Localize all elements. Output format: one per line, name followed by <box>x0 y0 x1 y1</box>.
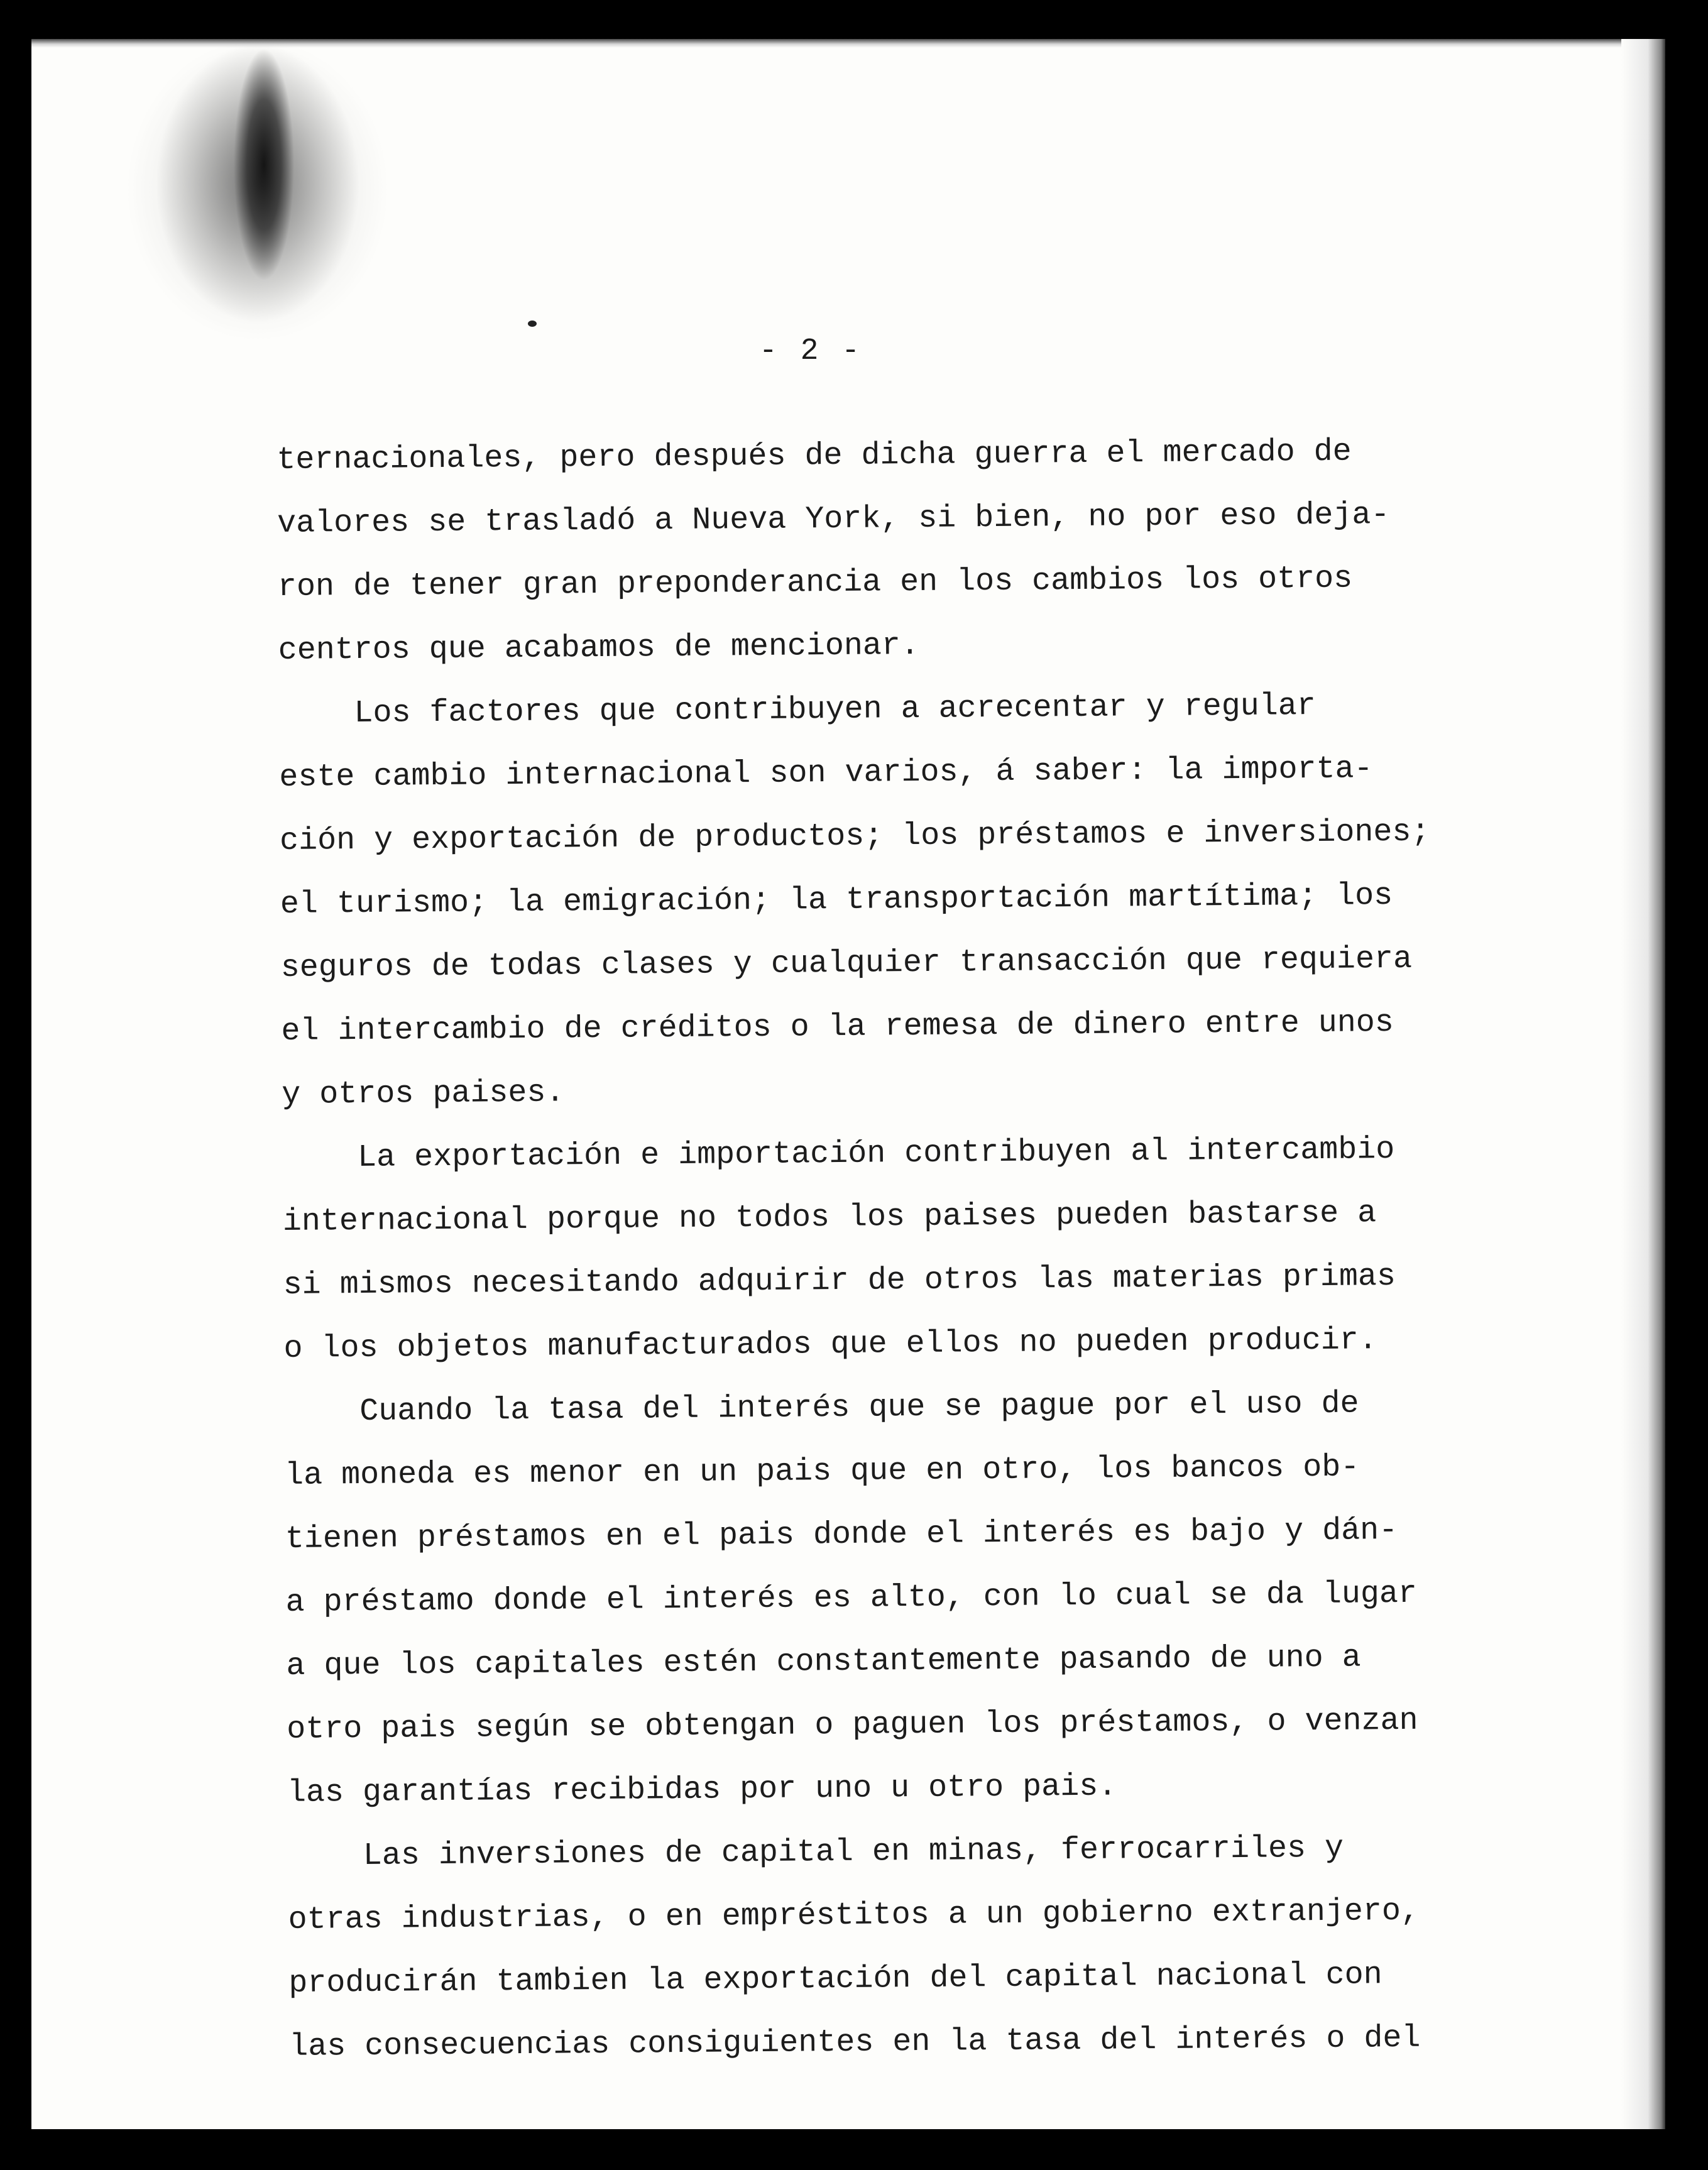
paragraph-3 <box>282 1117 1497 1381</box>
text-line: otras industrias, o en empréstitos a un gobierno extranjero, <box>288 1893 1420 1938</box>
ink-stain <box>113 39 415 366</box>
text-line: Las inversiones de capital en minas, ferrocarriles y <box>363 1830 1344 1874</box>
paragraph-1 <box>276 419 1491 682</box>
paragraph-4 <box>284 1371 1500 1825</box>
text-line: o los objetos manufacturados que ellos no pueden producir. <box>283 1322 1377 1367</box>
text-line: y otros paises. <box>282 1075 565 1113</box>
text-line: la moneda es menor en un pais que en otro, los bancos ob- <box>284 1449 1360 1494</box>
text-line: a préstamo donde el interés es alto, con lo cual se da lugar <box>285 1575 1418 1621</box>
paragraph-2 <box>278 673 1494 1127</box>
text-line: ternacionales, pero después de dicha guerra el mercado de <box>276 434 1352 478</box>
text-line: ción y exportación de productos; los préstamos e inversiones; <box>279 814 1430 859</box>
text-line: otro pais según se obtengan o paguen los préstamos, o venzan <box>287 1702 1418 1748</box>
text-line: Cuando la tasa del interés que se pague por el uso de <box>359 1386 1359 1430</box>
paragraph-5 <box>287 1816 1502 2079</box>
text-line: valores se trasladó a Nueva York, si bien, no por eso deja- <box>276 497 1390 542</box>
text-line: seguros de todas clases y cualquier transacción que requiera <box>280 941 1413 986</box>
text-line: este cambio internacional son varios, á saber: la importa- <box>279 751 1373 796</box>
text-line: internacional porque no todos los paises pueden bastarse a <box>282 1195 1377 1240</box>
text-line: las consecuencias consiguientes en la tasa del interés o del <box>289 2020 1421 2065</box>
text-line: el turismo; la emigración; la transportación martítima; los <box>280 878 1393 923</box>
text-line: producirán tambien la exportación del capital nacional con <box>288 1957 1382 2002</box>
document-page <box>31 39 1665 2129</box>
ink-speck <box>528 321 537 327</box>
text-line: ron de tener gran preponderancia en los cambios los otros <box>277 561 1353 605</box>
text-line: La exportación e importación contribuyen al intercambio <box>357 1132 1395 1176</box>
text-line: Los factores que contribuyen a acrecentar y regular <box>354 688 1316 732</box>
text-line: si mismos necesitando adquirir de otros las materias primas <box>283 1259 1396 1303</box>
text-line: centros que acabamos de mencionar. <box>278 627 920 669</box>
text-line: tienen préstamos en el pais donde el interés es bajo y dán- <box>285 1513 1398 1557</box>
page-number: - 2 - <box>758 334 863 368</box>
page-right-edge <box>1621 39 1665 2129</box>
text-line: el intercambio de créditos o la remesa de dinero entre unos <box>281 1005 1394 1049</box>
text-line: las garantías recibidas por uno u otro pais. <box>287 1768 1117 1811</box>
text-line: a que los capitales estén constantemente pasando de uno a <box>286 1640 1361 1684</box>
body-text <box>276 419 1503 2079</box>
